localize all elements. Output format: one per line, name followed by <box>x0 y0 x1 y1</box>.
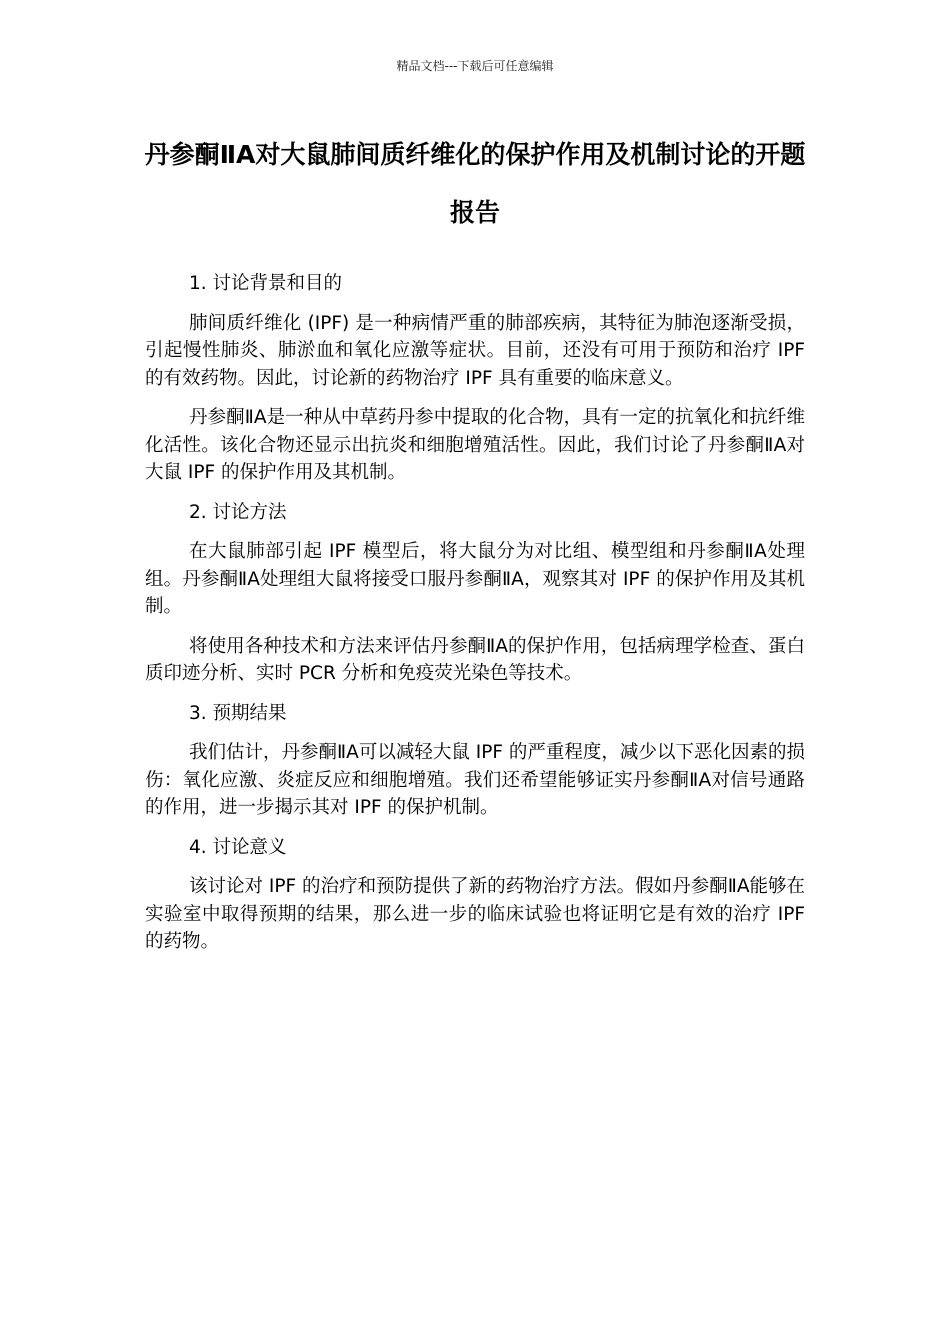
paragraph: 将使用各种技术和方法来评估丹参酮ⅡA的保护作用，包括病理学检查、蛋白质印迹分析、实时 PCR 分析和免疫荧光染色等技术。 <box>145 635 805 684</box>
paragraph: 该讨论对 IPF 的治疗和预防提供了新的药物治疗方法。假如丹参酮ⅡA能够在实验室中取得预期的结果，那么进一步的临床试验也将证明它是有效的治疗 IPF 的药物。 <box>145 876 805 952</box>
section-heading: 1. 讨论背景和目的 <box>189 273 343 294</box>
paragraph: 肺间质纤维化 (IPF) 是一种病情严重的肺部疾病，其特征为肺泡逐渐受损，引起慢性肺炎、肺淤血和氧化应激等症状。目前，还没有可用于预防和治疗 IPF 的有效药物。因此，讨论新的药物治疗 IPF 具有重要的临床意义。 <box>145 312 805 389</box>
paragraph: 在大鼠肺部引起 IPF 模型后，将大鼠分为对比组、模型组和丹参酮ⅡA处理组。丹参酮ⅡA处理组大鼠将接受口服丹参酮ⅡA，观察其对 IPF 的保护作用及其机制。 <box>145 541 805 617</box>
section-background <box>145 270 805 487</box>
section-significance <box>145 834 805 956</box>
section-heading: 2. 讨论方法 <box>189 501 287 523</box>
section-expected-results <box>145 700 805 822</box>
paragraph: 丹参酮ⅡA是一种从中草药丹参中提取的化合物，具有一定的抗氧化和抗纤维化活性。该化合物还显示出抗炎和细胞增殖活性。因此，我们讨论了丹参酮ⅡA对大鼠 IPF 的保护作用及其机制。 <box>145 407 805 483</box>
document-body <box>145 270 805 968</box>
document-title: 丹参酮ⅡA对大鼠肺间质纤维化的保护作用及机制讨论的开题报告 <box>144 140 806 227</box>
section-heading: 4. 讨论意义 <box>189 836 287 858</box>
section-heading: 3. 预期结果 <box>189 702 287 724</box>
page-header: 精品文档---下载后可任意编辑 <box>396 59 554 73</box>
section-methods <box>145 499 805 688</box>
paragraph: 我们估计，丹参酮ⅡA可以减轻大鼠 IPF 的严重程度，减少以下恶化因素的损伤：氧化应激、炎症反应和细胞增殖。我们还希望能够证实丹参酮ⅡA对信号通路的作用，进一步揭示其对 IPF 的保护机制。 <box>145 742 805 818</box>
